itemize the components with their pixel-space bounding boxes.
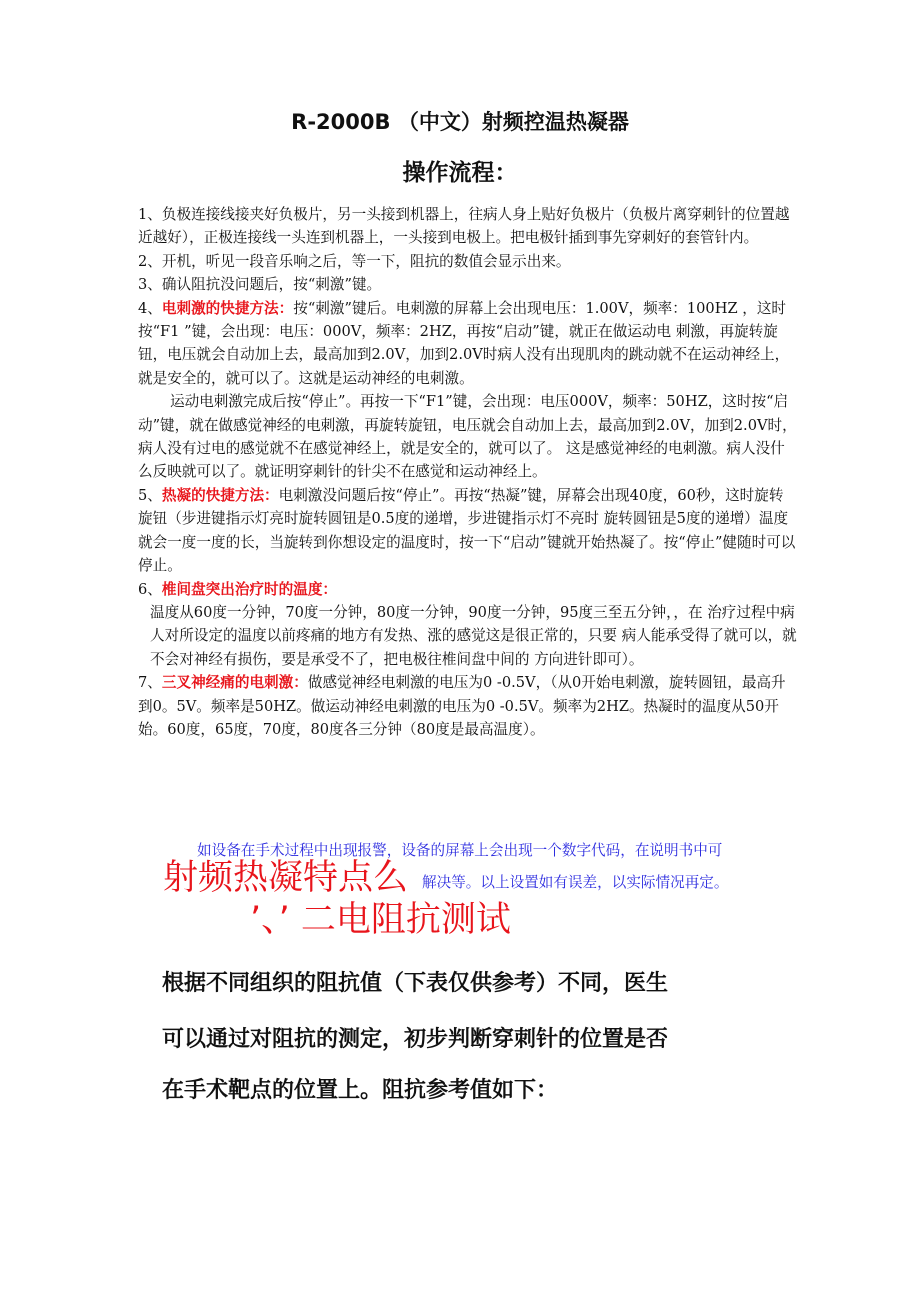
step-heading: 椎间盘突出治疗时的温度： bbox=[161, 580, 338, 598]
step-4 bbox=[138, 297, 798, 391]
step-text: 负极连接线接夹好负极片，另一头接到机器上，往病人身上贴好负极片（负极片离穿刺针的位置越近越好），正极连接线一头连到机器上，一头接到电极上。把电极针插到事先穿刺好的套管针内。 bbox=[138, 206, 790, 247]
step-number: 4、 bbox=[138, 299, 162, 317]
paragraph-line-1: 根据不同组织的阻抗值（下表仅供参考）不同，医生 bbox=[162, 971, 669, 996]
step-number: 3、 bbox=[138, 276, 162, 294]
step-text: 按“刺激”键后。电刺激的屏幕上会出现电压：1.00V，频率：100HZ ，这时按“F1 ”键，会出现：电压：000V，频率：2HZ，再按“启动”键，就正在做运动电 刺激，再旋转旋钮，电压就会自动加上去，最高加到2.0V，加到2.0V时病人没有出现肌肉的跳动就不在运动神经上，就是安全的，就可以了。这就是运动神经的电刺激。 bbox=[138, 299, 790, 387]
step-heading: 三叉神经痛的电刺激： bbox=[161, 674, 308, 692]
step-2 bbox=[138, 250, 798, 273]
step-6-text bbox=[138, 601, 798, 671]
step-number: 5、 bbox=[138, 486, 162, 504]
step-heading: 热凝的快捷方法： bbox=[161, 486, 279, 504]
step-6 bbox=[138, 578, 798, 601]
step-1 bbox=[138, 203, 798, 250]
step-heading: 电刺激的快捷方法： bbox=[161, 299, 294, 317]
document-title: R-2000B （中文）射频控温热凝器 bbox=[291, 110, 629, 134]
step-4-continued bbox=[138, 390, 798, 484]
step-text: 开机，听见一段音乐响之后，等一下，阻抗的数值会显示出来。 bbox=[161, 252, 571, 270]
note-line-1: 如设备在手术过程中出现报警，设备的屏幕上会出现一个数字代码，在说明书中可 bbox=[197, 842, 723, 859]
paragraph-line-3: 在手术靶点的位置上。阻抗参考值如下： bbox=[162, 1078, 559, 1103]
step-number: 6、 bbox=[138, 580, 162, 598]
step-text: 做感觉神经电刺激的电压为0 -0.5V，（从0开始电刺激，旋转圆钮，最高升到0。5V。频率是50HZ。做运动神经电刺激的电压为0 -0.5V。频率为2HZ。热凝时的温度从50开始。60度，65度，70度，80度各三分钟（80度是最高温度）。 bbox=[138, 674, 786, 738]
note-line-2: 解决等。以上设置如有误差，以实际情况再定。 bbox=[422, 874, 729, 891]
step-text: 电刺激没问题后按“停止”。再按“热凝”键，屏幕会出现40度，60秒，这时旋转旋钮（步进键指示灯亮时旋转圆钮是0.5度的递增，步进键指示灯不亮时 旋转圆钮是5度的递增）温度就会一度一度的长，当旋转到你想设定的温度时，按一下“启动”键就开始热凝了。按“停止”健随时可以停止。 bbox=[138, 486, 796, 575]
big-heading-2: ’、’ 二电阻抗测试 bbox=[250, 900, 511, 940]
step-text: 运动电刺激完成后按“停止”。再按一下“F1”键，会出现：电压000V，频率：50HZ，这时按“启动”键，就在做感觉神经的电刺激，再旋转旋钮，电压就会自动加上去，最高加到2.0V，加到2.0V时，病人没有过电的感觉就不在感觉神经上，就是安全的，就可以了。 这是感觉神经的电刺激。病人没什么反映就可以了。就证明穿刺针的针尖不在感觉和运动神经上。 bbox=[138, 393, 797, 481]
step-text: 确认阻抗没问题后，按“刺激”键。 bbox=[161, 276, 382, 294]
step-number: 1、 bbox=[138, 206, 162, 223]
step-text: 温度从60度一分钟，70度一分钟，80度一分钟，90度一分钟，95度三至五分钟，，在 治疗过程中病人对所设定的温度以前疼痛的地方有发热、涨的感觉这是很正常的，只要 病人能承受得了就可以，就不会对神经有损伤，要是承受不了，把电极往椎间盘中间的 方向进针即可）。 bbox=[150, 603, 797, 668]
procedure-steps bbox=[138, 203, 798, 741]
document-subtitle: 操作流程： bbox=[402, 160, 518, 186]
paragraph-line-2: 可以通过对阻抗的测定，初步判断穿刺针的位置是否 bbox=[162, 1027, 669, 1052]
step-5 bbox=[138, 484, 798, 578]
big-heading-1: 射频热凝特点么 bbox=[163, 858, 409, 898]
step-3 bbox=[138, 273, 798, 296]
step-number: 2、 bbox=[138, 252, 162, 270]
step-7 bbox=[138, 671, 798, 741]
step-number: 7、 bbox=[138, 674, 162, 692]
